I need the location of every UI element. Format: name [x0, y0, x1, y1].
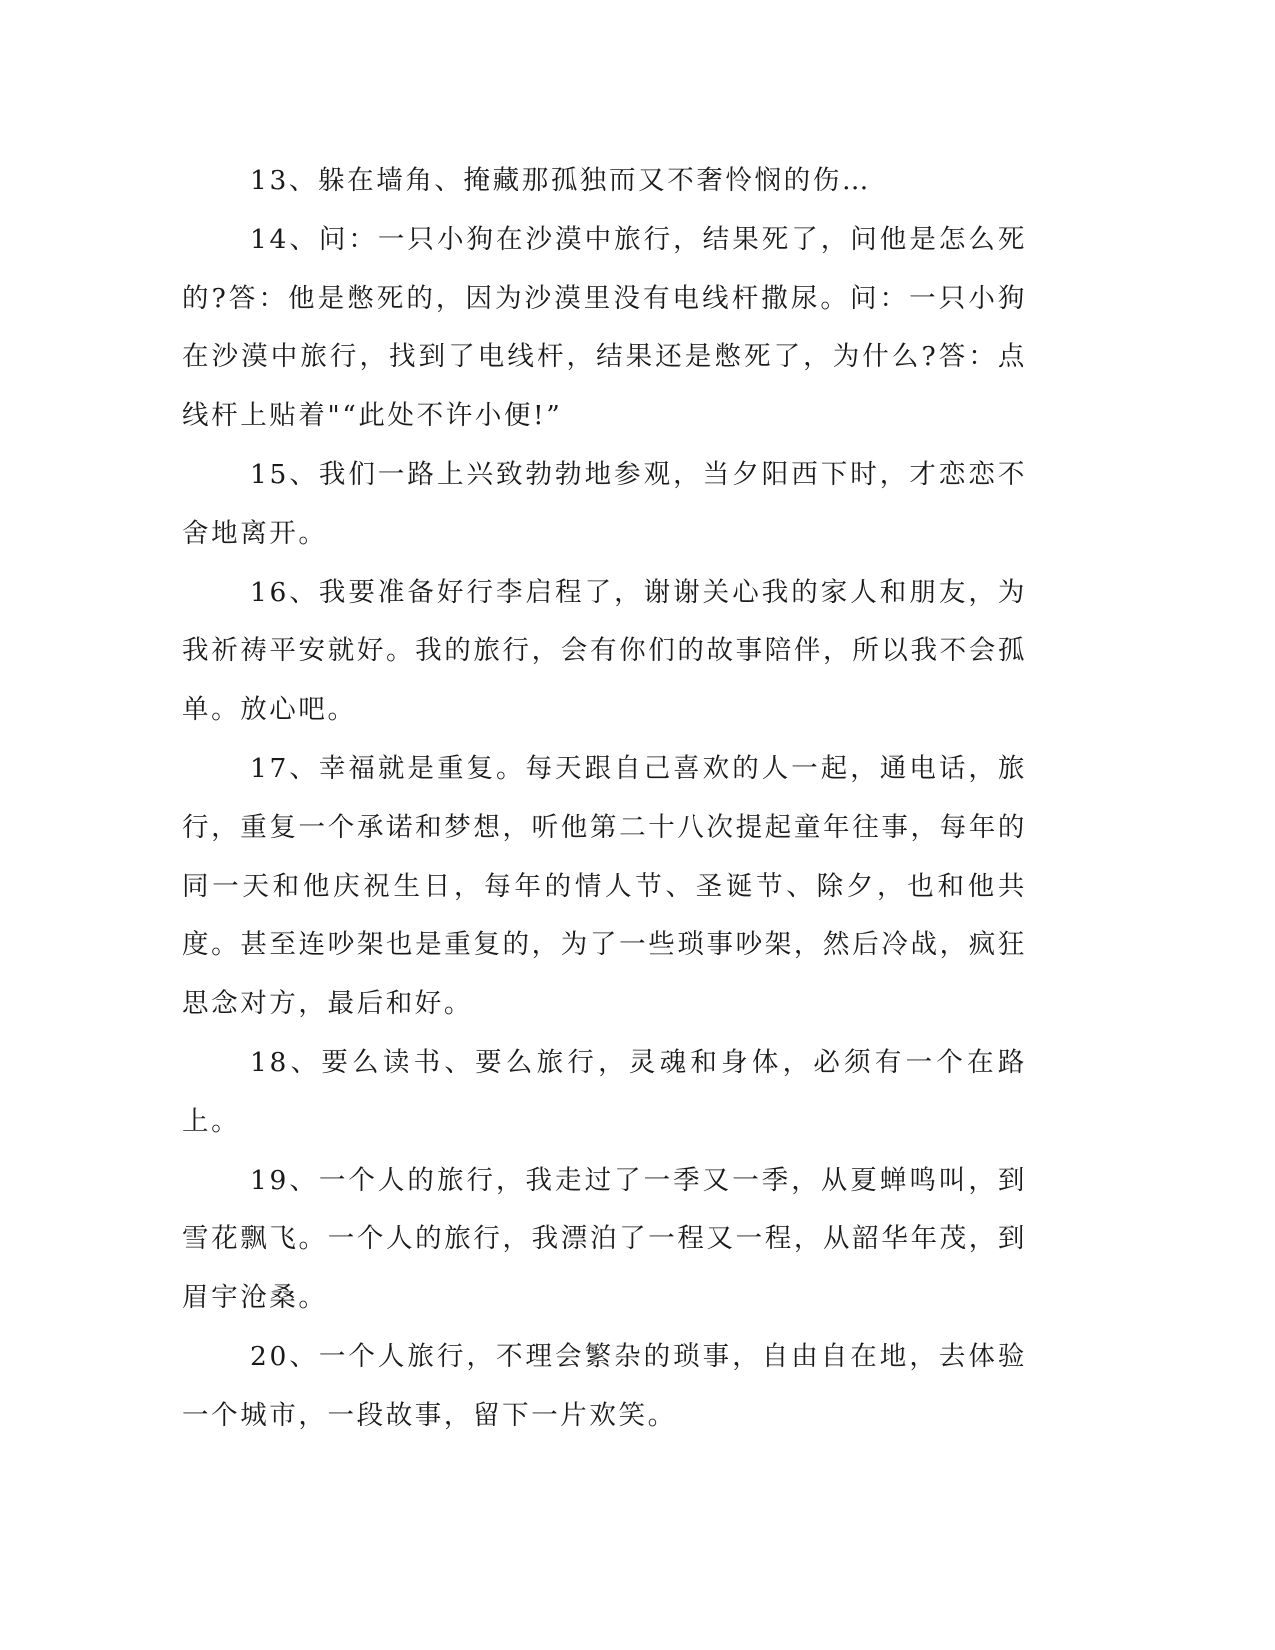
paragraph-19: 19、一个人的旅行，我走过了一季又一季，从夏蝉鸣叫，到雪花飘飞。一个人的旅行，我漂泊了一程又一程，从韶华年茂，到眉宇沧桑。 — [182, 1164, 1027, 1314]
paragraph-13: 13、躲在墙角、掩藏那孤独而又不奢怜悯的伤… — [250, 165, 871, 196]
paragraph-16: 16、我要准备好行李启程了，谢谢关心我的家人和朋友，为我祈祷平安就好。我的旅行，会有你们的故事陪伴，所以我不会孤单。放心吧。 — [182, 576, 1027, 726]
paragraph-15: 15、我们一路上兴致勃勃地参观，当夕阳西下时，才恋恋不舍地离开。 — [182, 458, 1027, 549]
paragraph-18: 18、要么读书、要么旅行，灵魂和身体，必须有一个在路上。 — [182, 1046, 1027, 1137]
paragraph-14: 14、问：一只小狗在沙漠中旅行，结果死了，问他是怎么死的?答：他是憋死的，因为沙漠里没有电线杆撒尿。问：一只小狗在沙漠中旅行，找到了电线杆，结果还是憋死了，为什么?答：点线杆上贴着"“此处不许小便!” — [182, 223, 1027, 432]
document-body — [182, 152, 1027, 1446]
paragraph-20: 20、一个人旅行，不理会繁杂的琐事，自由自在地，去体验一个城市，一段故事，留下一片欢笑。 — [182, 1340, 1027, 1431]
paragraph-17: 17、幸福就是重复。每天跟自己喜欢的人一起，通电话，旅行，重复一个承诺和梦想，听他第二十八次提起童年往事，每年的同一天和他庆祝生日，每年的情人节、圣诞节、除夕，也和他共度。甚至连吵架也是重复的，为了一些琐事吵架，然后冷战，疯狂思念对方，最后和好。 — [182, 752, 1027, 1020]
